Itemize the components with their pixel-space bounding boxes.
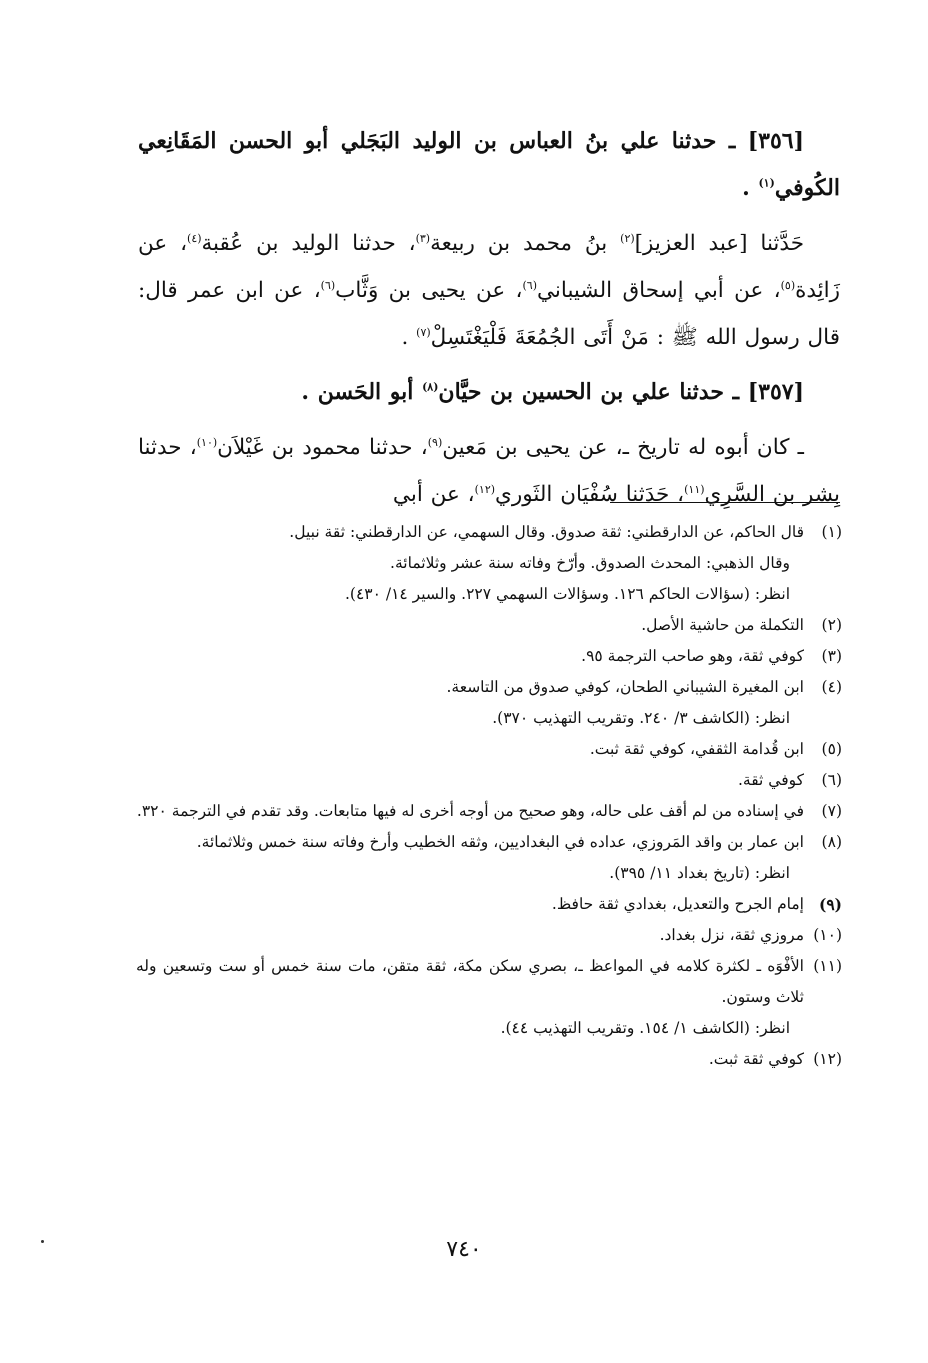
footnote-mark: (٦): [522, 278, 537, 292]
footnote-subline: انظر: (تاريخ بغداد ١١/ ٣٩٥).: [609, 864, 790, 882]
footnote-number: (١٠): [813, 926, 842, 944]
footnote-number: (١١): [813, 957, 842, 975]
page-number: ٧٤٠: [446, 1237, 482, 1262]
footnote-text: إمام الجرح والتعديل، بغدادي ثقة حافظ.: [551, 895, 804, 913]
body-text: ، عن أبي إسحاق الشيباني: [536, 278, 781, 303]
footnote-item: [136, 610, 842, 641]
footnote-subline: انظر: (الكاشف ٣/ ٢٤٠. وتقريب التهذيب ٣٧٠).: [492, 709, 790, 727]
footnote-mark: (١٠): [196, 435, 218, 449]
body-text: ، حدثنا بِشر بن السَّرِي: [138, 435, 840, 507]
body-text: ، حَدَثنا سُفْيَان الثَوري: [495, 482, 685, 507]
footnote-mark: (٤): [187, 231, 202, 245]
body-text: ، عن يحيى بن وَثَّاب: [335, 278, 523, 303]
footnote-item: [136, 889, 842, 920]
body-text: ـ كان أبوه له تاريخ ـ، عن يحيى بن مَعين: [442, 435, 804, 460]
footnote-text: كوفي ثقة، وهو صاحب الترجمة ٩٥.: [581, 647, 804, 665]
footnote-mark: (٩): [427, 435, 443, 449]
footnote-number: (٢): [821, 616, 842, 634]
footnote-number: (٨): [821, 833, 842, 851]
footnote-mark: (٥): [780, 278, 796, 292]
body-text: ، عن أبي: [392, 482, 475, 507]
entry-356-heading: [138, 118, 840, 212]
footnote-number: (٧): [821, 802, 842, 820]
body-text: بنُ محمد بن ربيعة: [430, 231, 621, 256]
footnote-mark: (١١): [684, 482, 705, 496]
body-text: ، حدثنا محمود بن غَيْلاَن: [217, 435, 428, 460]
body-text: ، عن ابن عمر قال: قال رسول الله ﷺ : مَنْ أَتَى الجُمُعَةَ فَلْيَغْتَسِلْ: [138, 278, 840, 350]
footnote-subline: انظر: (سؤالات الحاكم ١٢٦. وسؤالات السهمي ٢٢٧. والسير ١٤/ ٤٣٠).: [344, 585, 790, 603]
body-text: .: [401, 325, 417, 350]
footnote-item: [136, 765, 842, 796]
footnote-number: (٥): [821, 740, 842, 758]
footnote-item: [136, 827, 842, 858]
footnote-text: ابن عمار بن واقد المَروزي، عداده في البغداديين، وثقه الخطيب وأرخ وفاته سنة خمس وثلاثمائة.: [196, 833, 804, 851]
footnote-number: (١): [821, 523, 842, 541]
body-text: ، عن زَائِدة: [138, 231, 841, 303]
footnote-item: [136, 951, 842, 1013]
footnote-mark: (٨): [422, 380, 439, 394]
footnote-item: [136, 672, 842, 703]
footnote-mark: (١): [758, 176, 775, 190]
footnote-item: [136, 920, 842, 951]
footnote-mark: (٣): [415, 231, 431, 245]
footnote-number: (٦): [821, 771, 842, 789]
footnote-text: في إسناده من لم أقف على حاله، وهو صحيح من أوجه أخرى له فيها متابعات. وقد تقدم في الترجمة ٣٢٠.: [136, 802, 804, 820]
footnote-item: [136, 517, 842, 548]
footnote-item: [136, 796, 842, 827]
footnote-item: [136, 641, 842, 672]
heading-end: .: [742, 175, 759, 201]
footnote-text: التكملة من حاشية الأصل.: [641, 616, 804, 634]
footnote-mark: (٦): [320, 278, 336, 292]
footnote-subline: انظر: (الكاشف ١/ ١٥٤. وتقريب التهذيب ٤٤).: [500, 1019, 790, 1037]
footnote-text: مروزي ثقة، نزل بغداد.: [659, 926, 804, 944]
footnotes: [136, 517, 842, 1075]
footnote-text: ابن المغيرة الشيباني الطحان، كوفي صدوق من التاسعة.: [446, 678, 804, 696]
footnote-number: (٩): [818, 895, 842, 914]
footnote-mark: (٧): [416, 325, 431, 339]
body-text: ، حدثنا الوليد بن عُقبة: [201, 231, 416, 256]
entry-356-heading-text: [٣٥٦] ـ حدثنا علي بنُ العباس بن الوليد البَجَلي أبو الحسن المَقَانِعي الكُوفي: [138, 128, 840, 201]
footnote-number: (٣): [821, 647, 842, 665]
footnote-text: ابن قُدامة الثقفي، كوفي ثقة ثبت.: [589, 740, 804, 758]
footnote-number: (١٢): [813, 1050, 842, 1068]
footnote-subline: وقال الذهبي: المحدث الصدوق. وأرّخ وفاته سنة عشر وثلاثمائة.: [390, 554, 790, 572]
main-text: [138, 118, 840, 518]
footnote-text: كوفي ثقة ثبت.: [708, 1050, 804, 1068]
entry-357-heading: [138, 369, 840, 416]
footnote-text: كوفي ثقة.: [737, 771, 804, 789]
footnote-divider: [610, 502, 840, 503]
footnote-text: الأفْوَه ـ لكثرة كلامه في المواعظ ـ، بصري سكن مكة، ثقة متقن، مات سنة خمس أو ست وتسعين وله ثلاث وستون.: [136, 957, 804, 1006]
entry-357-body: [138, 424, 840, 518]
footnote-mark: (٢): [620, 231, 635, 245]
footnote-item: [136, 734, 842, 765]
footnote-item: [136, 1044, 842, 1075]
margin-speck: [41, 1240, 44, 1243]
entry-356-body: [138, 220, 840, 361]
footnote-text: قال الحاكم، عن الدارقطني: ثقة صدوق. وقال السهمي، عن الدارقطني: ثقة نبيل.: [289, 523, 804, 541]
body-text: حَدَّثنا [عبد العزيز]: [634, 231, 804, 256]
heading-end: أبو الحَسن .: [301, 379, 423, 405]
footnote-number: (٤): [821, 678, 842, 696]
footnote-mark: (١٢): [474, 482, 496, 496]
entry-357-heading-text: [٣٥٧] ـ حدثنا علي بن الحسين بن حيَّان: [438, 379, 804, 405]
